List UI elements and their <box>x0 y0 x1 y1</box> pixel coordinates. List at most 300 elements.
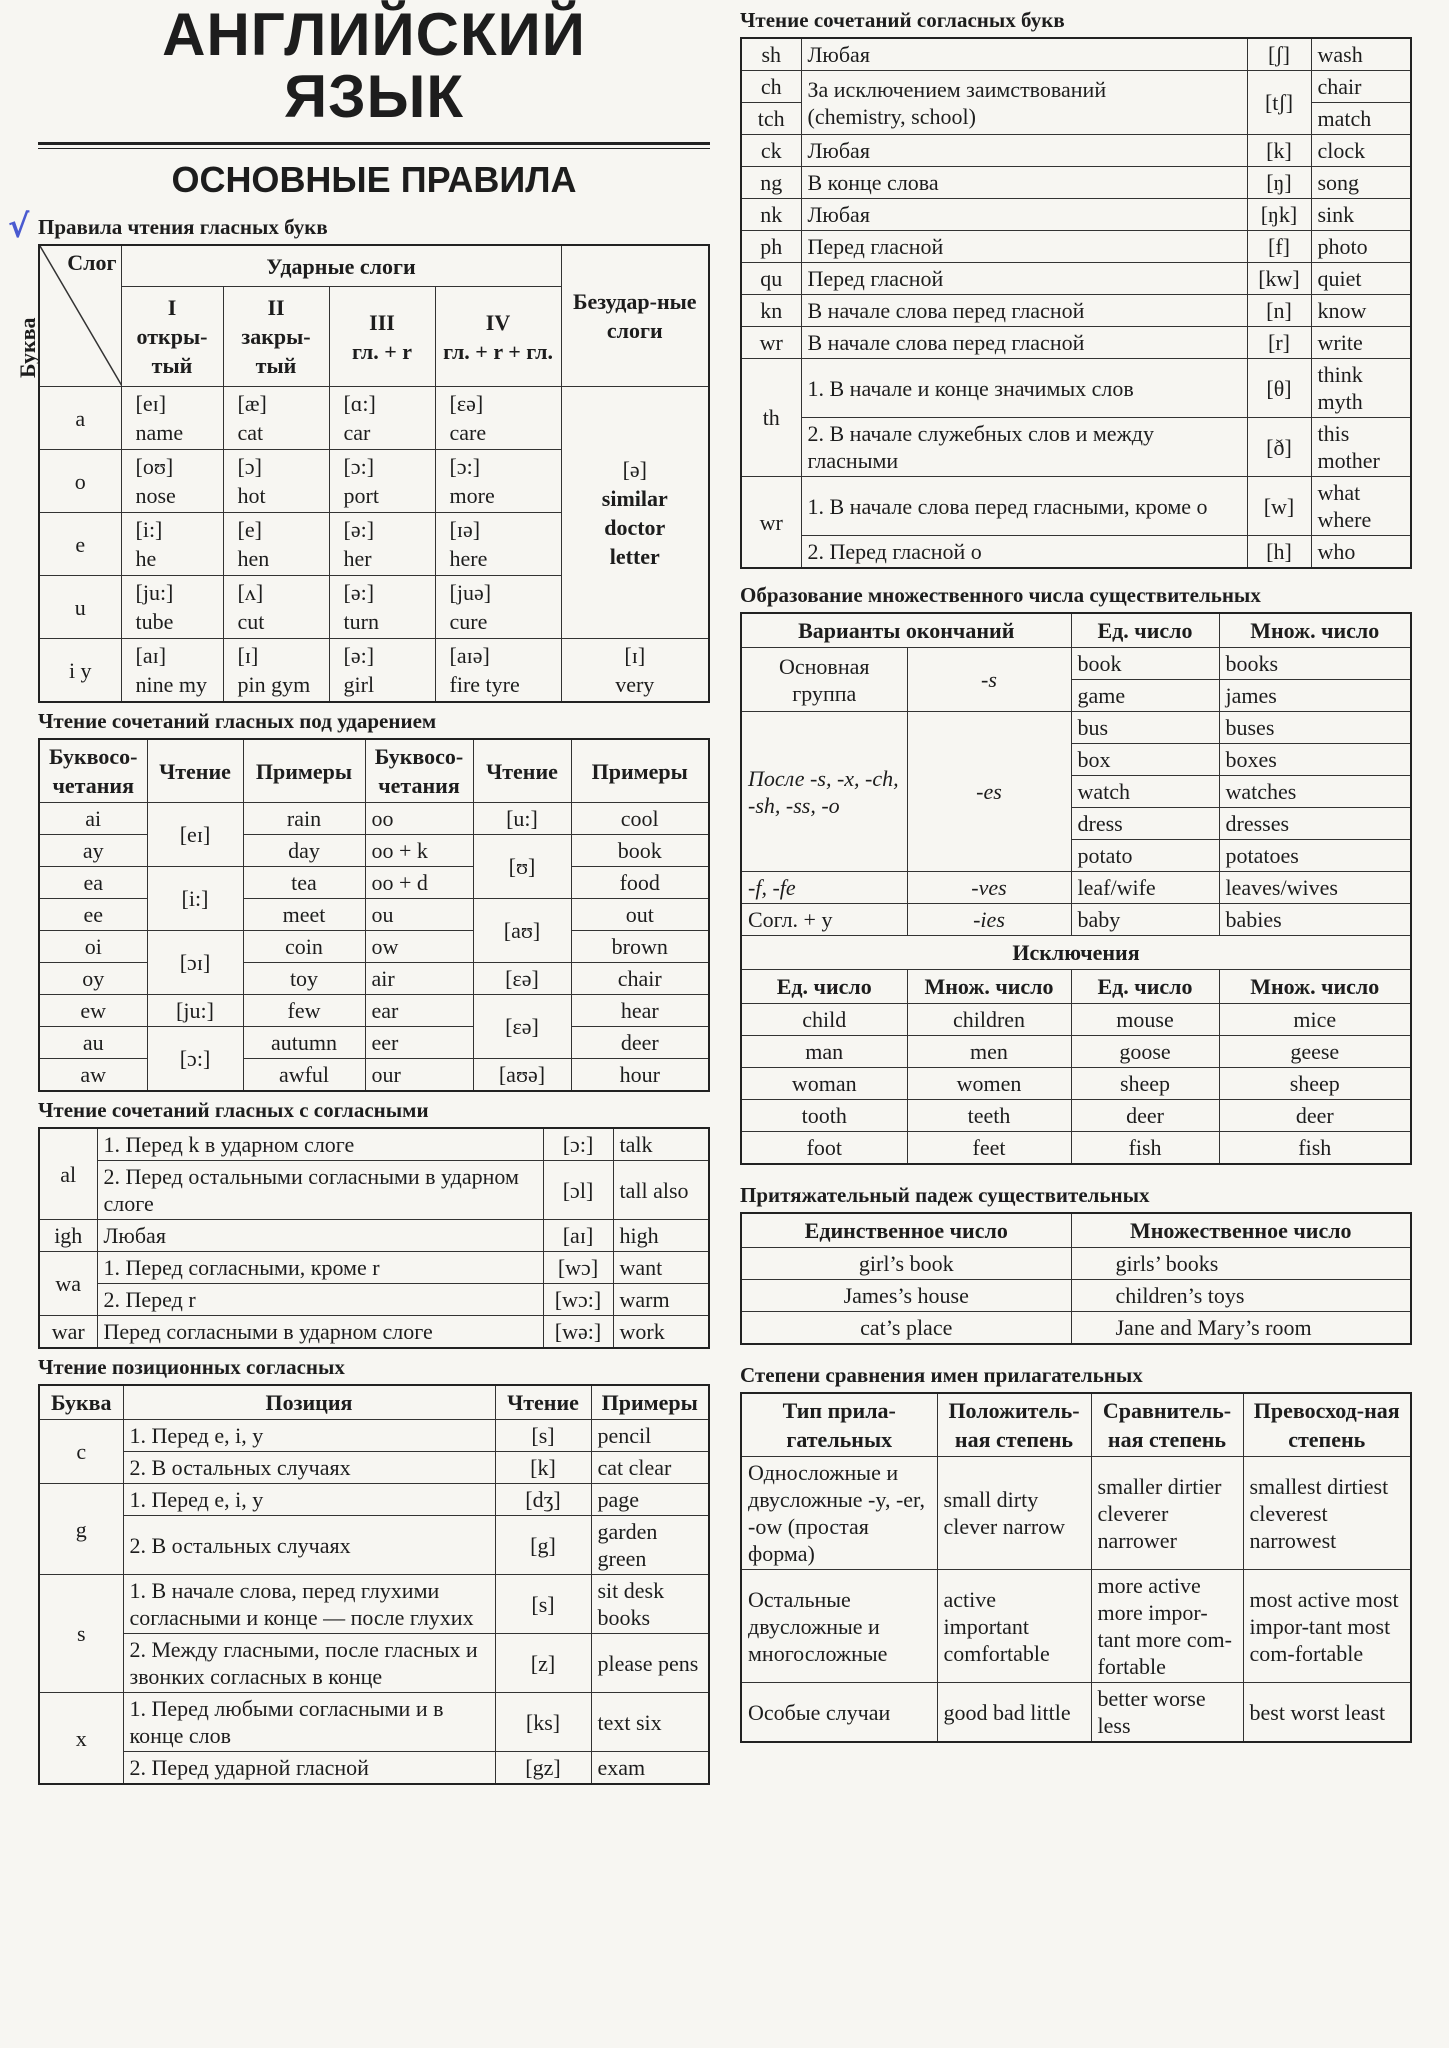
plural-cell: potatoes <box>1219 840 1411 872</box>
table-row <box>39 995 709 1027</box>
vowels-heading-text: Правила чтения гласных букв <box>38 215 328 239</box>
rule-cell: 2. Перед ударной гласной <box>123 1752 495 1785</box>
table-row <box>741 38 1411 71</box>
unstressed-cell: [ɪ] very <box>561 639 709 703</box>
possessive-table <box>740 1212 1412 1345</box>
table-row <box>39 1516 709 1575</box>
plural-cell: dresses <box>1219 808 1411 840</box>
reading-cell: [f] <box>1247 231 1311 263</box>
table-row <box>39 1220 709 1252</box>
rule-cell: Любая <box>801 199 1247 231</box>
col-header: Примеры <box>591 1385 709 1420</box>
sound-cell: [i:] he <box>121 513 223 576</box>
plural-table <box>740 612 1412 1165</box>
sound-cell: [oʊ] nose <box>121 450 223 513</box>
letter-cell: u <box>39 576 121 639</box>
col-header: Множ. число <box>1219 613 1411 648</box>
vowels-table <box>15 244 710 703</box>
rule-cell: 1. Перед k в ударном слоге <box>97 1128 543 1161</box>
example-cell: think myth <box>1311 359 1411 418</box>
type-cell: Остальные двусложные и многосложные <box>741 1570 937 1683</box>
possessive-heading: Притяжательный падеж существительных <box>740 1183 1150 1207</box>
table-row <box>39 867 709 899</box>
rule-cell: 2. Перед остальными согласными в ударном слоге <box>97 1161 543 1220</box>
letter-cell: ch <box>741 71 801 103</box>
rule-cell: В начале слова перед гласной <box>801 295 1247 327</box>
plural-cell: books <box>1219 648 1411 680</box>
table-row <box>741 418 1411 477</box>
sound-cell: [ə:] girl <box>329 639 435 703</box>
reading-cell: [ɔ:] <box>147 1027 243 1092</box>
consonants-table <box>740 37 1412 569</box>
table-row <box>741 1457 1411 1570</box>
letter-cell: o <box>39 450 121 513</box>
col-header: Тип прила-гательных <box>741 1393 937 1457</box>
letter-cell: ck <box>741 135 801 167</box>
combo-cell: ay <box>39 835 147 867</box>
rule-cell: Перед гласной <box>801 231 1247 263</box>
table-row <box>741 1036 1411 1068</box>
table-row <box>741 904 1411 936</box>
comparative-cell: smaller dirtier cleverer narrower <box>1091 1457 1243 1570</box>
singular-cell: box <box>1071 744 1219 776</box>
table-row <box>741 1004 1411 1036</box>
example-cell: text six <box>591 1693 709 1752</box>
plural-cell: leaves/wives <box>1219 872 1411 904</box>
table-row <box>39 1484 709 1516</box>
col-header: Ед. число <box>1071 613 1219 648</box>
reading-cell: [kw] <box>1247 263 1311 295</box>
rule-cell: 2. В остальных случаях <box>123 1516 495 1575</box>
combo-cell: ee <box>39 899 147 931</box>
example-cell: cool <box>571 803 709 835</box>
rule-cell: Любая <box>801 38 1247 71</box>
example-cell: tall also <box>613 1161 709 1220</box>
superlative-cell: most active most impor-tant most com-fortable <box>1243 1570 1411 1683</box>
reading-cell: [tʃ] <box>1247 71 1311 135</box>
letter-cell: ph <box>741 231 801 263</box>
letter-cell: a <box>39 387 121 450</box>
exception-cell: fish <box>1071 1132 1219 1165</box>
letter-cell: wr <box>741 477 801 569</box>
example-cell: who <box>1311 536 1411 569</box>
exception-cell: goose <box>1071 1036 1219 1068</box>
singular-cell: leaf/wife <box>1071 872 1219 904</box>
reading-cell: [θ] <box>1247 359 1311 418</box>
table-row <box>39 1128 709 1161</box>
plural-cell: children’s toys <box>1071 1280 1411 1312</box>
unstressed-header: Безудар-ные слоги <box>561 245 709 387</box>
example-cell: book <box>571 835 709 867</box>
table-row <box>741 231 1411 263</box>
corner-cell <box>15 245 121 387</box>
letter-cell: ng <box>741 167 801 199</box>
consonants-heading: Чтение сочетаний согласных букв <box>740 8 1065 32</box>
col-header: Множ. число <box>907 970 1071 1004</box>
comparison-heading: Степени сравнения имен прилагательных <box>740 1363 1143 1387</box>
rule-cell: 2. Между гласными, после гласных и звонких согласных в конце <box>123 1634 495 1693</box>
condition-cell: -f, -fe <box>741 872 907 904</box>
table-row <box>39 387 709 450</box>
table-row <box>39 1316 709 1349</box>
sound-cell: [ɪ] pin gym <box>223 639 329 703</box>
reading-cell: [ŋk] <box>1247 199 1311 231</box>
exception-cell: mice <box>1219 1004 1411 1036</box>
table-row <box>741 1683 1411 1743</box>
exception-cell: mouse <box>1071 1004 1219 1036</box>
example-cell: sink <box>1311 199 1411 231</box>
type-cell: Односложные и двусложные -y, -er, -ow (простая форма) <box>741 1457 937 1570</box>
table-row <box>741 536 1411 569</box>
combo-cell: air <box>365 963 473 995</box>
letter-cell: igh <box>39 1220 97 1252</box>
example-cell: day <box>243 835 365 867</box>
table-row <box>741 1248 1411 1280</box>
plural-cell: Jane and Mary’s room <box>1071 1312 1411 1345</box>
reading-cell: [h] <box>1247 536 1311 569</box>
positional-table <box>38 1384 710 1785</box>
example-cell: brown <box>571 931 709 963</box>
table-row <box>741 359 1411 418</box>
letter-cell: wr <box>741 327 801 359</box>
example-cell: write <box>1311 327 1411 359</box>
reading-cell: [ɔ:] <box>543 1128 613 1161</box>
col-header: Чтение <box>147 739 243 803</box>
reading-cell: [k] <box>495 1452 591 1484</box>
letter-cell: e <box>39 513 121 576</box>
reading-cell: [s] <box>495 1575 591 1634</box>
letter-cell: nk <box>741 199 801 231</box>
ending-cell: -ves <box>907 872 1071 904</box>
sound-cell: [ɔ:] more <box>435 450 561 513</box>
combo-cell: oo + d <box>365 867 473 899</box>
reading-cell: [ŋ] <box>1247 167 1311 199</box>
sound-cell: [ɔ] hot <box>223 450 329 513</box>
singular-cell: bus <box>1071 712 1219 744</box>
sound-cell: [ə:] her <box>329 513 435 576</box>
exception-cell: deer <box>1071 1100 1219 1132</box>
sound-cell: [aɪ] nine my <box>121 639 223 703</box>
right-column <box>740 0 1412 1743</box>
rule-cell: В начале слова перед гласной <box>801 327 1247 359</box>
col-header: Множ. число <box>1219 970 1411 1004</box>
table-row <box>741 1312 1411 1345</box>
sound-cell: [æ] cat <box>223 387 329 450</box>
table-row <box>39 1161 709 1220</box>
example-cell: rain <box>243 803 365 835</box>
rule-cell: 2. Перед гласной o <box>801 536 1247 569</box>
letter-cell: war <box>39 1316 97 1349</box>
reading-cell: [eɪ] <box>147 803 243 867</box>
col-header: Чтение <box>473 739 571 803</box>
table-row <box>741 1280 1411 1312</box>
combo-cell: aw <box>39 1059 147 1092</box>
table-row <box>741 71 1411 103</box>
table-row <box>39 931 709 963</box>
reading-cell: [wɔ:] <box>543 1284 613 1316</box>
table-row <box>741 167 1411 199</box>
sound-cell: [eɪ] name <box>121 387 223 450</box>
reading-cell: [wɔ] <box>543 1252 613 1284</box>
exception-cell: geese <box>1219 1036 1411 1068</box>
example-cell: tea <box>243 867 365 899</box>
example-cell: chair <box>1311 71 1411 103</box>
table-row <box>741 135 1411 167</box>
rule-cell: Перед согласными в ударном слоге <box>97 1316 543 1349</box>
table-row <box>741 327 1411 359</box>
singular-cell: cat’s place <box>741 1312 1071 1345</box>
combo-cell: au <box>39 1027 147 1059</box>
sound-cell: [aɪə] fire tyre <box>435 639 561 703</box>
reading-cell: [ʊ] <box>473 835 571 899</box>
sound-cell: [ʌ] cut <box>223 576 329 639</box>
exception-cell: tooth <box>741 1100 907 1132</box>
example-cell: autumn <box>243 1027 365 1059</box>
comparative-cell: more active more impor-tant more com-fortable <box>1091 1570 1243 1683</box>
letter-cell: sh <box>741 38 801 71</box>
plural-cell: watches <box>1219 776 1411 808</box>
col-header: Положитель-ная степень <box>937 1393 1091 1457</box>
reading-cell: [aɪ] <box>543 1220 613 1252</box>
reading-cell: [n] <box>1247 295 1311 327</box>
rule-cell: 2. В начале служебных слов и между гласными <box>801 418 1247 477</box>
table-row <box>39 1252 709 1284</box>
corner-top-label: Слог <box>67 250 117 275</box>
table-row <box>39 899 709 931</box>
example-cell: know <box>1311 295 1411 327</box>
corner-bottom-label: Буква <box>15 317 40 378</box>
superlative-cell: best worst least <box>1243 1683 1411 1743</box>
example-cell: want <box>613 1252 709 1284</box>
rule-cell: 1. В начале слова, перед глухими согласными и конце — после глухих <box>123 1575 495 1634</box>
reading-cell: [ks] <box>495 1693 591 1752</box>
example-cell: talk <box>613 1128 709 1161</box>
combo-cell: ai <box>39 803 147 835</box>
plural-cell: girls’ books <box>1071 1248 1411 1280</box>
example-cell: high <box>613 1220 709 1252</box>
plural-cell: babies <box>1219 904 1411 936</box>
table-row <box>39 1452 709 1484</box>
rule-cell: 2. Перед r <box>97 1284 543 1316</box>
reading-cell: [i:] <box>147 867 243 931</box>
unstressed-cell: [ə] similar doctor letter <box>561 387 709 639</box>
reading-cell: [ɛə] <box>473 995 571 1059</box>
comparative-cell: better worse less <box>1091 1683 1243 1743</box>
rule-cell: В конце слова <box>801 167 1247 199</box>
table-row <box>741 199 1411 231</box>
exception-cell: foot <box>741 1132 907 1165</box>
exception-cell: sheep <box>1219 1068 1411 1100</box>
example-cell: quiet <box>1311 263 1411 295</box>
check-mark-icon: √ <box>8 207 30 245</box>
rule-cell: 1. Перед любыми согласными и в конце слов <box>123 1693 495 1752</box>
example-cell: food <box>571 867 709 899</box>
singular-cell: book <box>1071 648 1219 680</box>
exception-cell: man <box>741 1036 907 1068</box>
plural-cell: boxes <box>1219 744 1411 776</box>
col-header: Буква <box>39 1385 123 1420</box>
condition-cell: Основная группа <box>741 648 907 712</box>
letter-cell: tch <box>741 103 801 135</box>
combo-cell: ow <box>365 931 473 963</box>
table-row <box>39 803 709 835</box>
singular-cell: watch <box>1071 776 1219 808</box>
page-subtitle: ОСНОВНЫЕ ПРАВИЛА <box>171 159 577 200</box>
reading-cell: [g] <box>495 1516 591 1575</box>
col-header: Множественное число <box>1071 1213 1411 1248</box>
table-row <box>741 263 1411 295</box>
reading-cell: [z] <box>495 1634 591 1693</box>
example-cell: hour <box>571 1059 709 1092</box>
letter-cell: c <box>39 1420 123 1484</box>
example-cell: awful <box>243 1059 365 1092</box>
singular-cell: girl’s book <box>741 1248 1071 1280</box>
col-header: Позиция <box>123 1385 495 1420</box>
positive-cell: active important comfortable <box>937 1570 1091 1683</box>
condition-cell: После -s, -x, -ch, -sh, -ss, -o <box>741 712 907 872</box>
reading-cell: [aʊ] <box>473 899 571 963</box>
exception-cell: men <box>907 1036 1071 1068</box>
type-header: II закры-тый <box>223 287 329 387</box>
exception-cell: woman <box>741 1068 907 1100</box>
example-cell: sit desk books <box>591 1575 709 1634</box>
col-header: Примеры <box>243 739 365 803</box>
table-row <box>741 1132 1411 1165</box>
table-row <box>741 477 1411 536</box>
table-row <box>741 295 1411 327</box>
letter-cell: i y <box>39 639 121 703</box>
table-row <box>39 1634 709 1693</box>
table-row <box>39 963 709 995</box>
example-cell: out <box>571 899 709 931</box>
combo-cell: ou <box>365 899 473 931</box>
table-row <box>39 835 709 867</box>
col-header: Единственное число <box>741 1213 1071 1248</box>
ending-cell: -ies <box>907 904 1071 936</box>
exception-cell: fish <box>1219 1132 1411 1165</box>
exception-cell: child <box>741 1004 907 1036</box>
sound-cell: [ə:] turn <box>329 576 435 639</box>
title-divider <box>38 142 710 149</box>
table-row <box>39 639 709 703</box>
combo-cell: ea <box>39 867 147 899</box>
exception-cell: deer <box>1219 1100 1411 1132</box>
table-row <box>741 1068 1411 1100</box>
example-cell: few <box>243 995 365 1027</box>
rule-cell: За исключением заимствований (chemistry, school) <box>801 71 1247 135</box>
rule-cell: 1. Перед согласными, кроме r <box>97 1252 543 1284</box>
reading-cell: [ɔl] <box>543 1161 613 1220</box>
singular-cell: James’s house <box>741 1280 1071 1312</box>
example-cell: coin <box>243 931 365 963</box>
plural-cell: james <box>1219 680 1411 712</box>
col-header: Примеры <box>571 739 709 803</box>
sound-cell: [juə] cure <box>435 576 561 639</box>
example-cell: page <box>591 1484 709 1516</box>
example-cell: work <box>613 1316 709 1349</box>
combo-cell: eer <box>365 1027 473 1059</box>
table-row <box>39 1059 709 1092</box>
letter-cell: kn <box>741 295 801 327</box>
exception-cell: feet <box>907 1132 1071 1165</box>
reading-cell: [w] <box>1247 477 1311 536</box>
combo-cell: oy <box>39 963 147 995</box>
singular-cell: baby <box>1071 904 1219 936</box>
example-cell: photo <box>1311 231 1411 263</box>
exception-cell: women <box>907 1068 1071 1100</box>
col-header: Чтение <box>495 1385 591 1420</box>
reading-cell: [ɛə] <box>473 963 571 995</box>
exception-cell: children <box>907 1004 1071 1036</box>
comparison-table <box>740 1392 1412 1743</box>
reading-cell: [ʃ] <box>1247 38 1311 71</box>
example-cell: please pens <box>591 1634 709 1693</box>
type-header: I откры-тый <box>121 287 223 387</box>
rule-cell: 1. В начале слова перед гласными, кроме o <box>801 477 1247 536</box>
table-row <box>741 1570 1411 1683</box>
table-row <box>39 1420 709 1452</box>
superlative-cell: smallest dirtiest cleverest narrowest <box>1243 1457 1411 1570</box>
positive-cell: small dirty clever narrow <box>937 1457 1091 1570</box>
example-cell: deer <box>571 1027 709 1059</box>
combo-cell: oo <box>365 803 473 835</box>
combo-cell: oi <box>39 931 147 963</box>
table-row <box>39 1027 709 1059</box>
table-row <box>741 712 1411 744</box>
col-header: Буквосо-четания <box>365 739 473 803</box>
sound-cell: [ɛə] care <box>435 387 561 450</box>
exception-cell: sheep <box>1071 1068 1219 1100</box>
table-row <box>39 1693 709 1752</box>
rule-cell: 1. В начале и конце значимых слов <box>801 359 1247 418</box>
example-cell: pencil <box>591 1420 709 1452</box>
reading-cell: [k] <box>1247 135 1311 167</box>
vowel-combos-table <box>38 738 710 1092</box>
type-header: III гл. + r <box>329 287 435 387</box>
reading-cell: [ɔɪ] <box>147 931 243 995</box>
letter-cell: g <box>39 1484 123 1575</box>
example-cell: clock <box>1311 135 1411 167</box>
exception-cell: teeth <box>907 1100 1071 1132</box>
reading-cell: [ð] <box>1247 418 1311 477</box>
example-cell: what where <box>1311 477 1411 536</box>
combo-cell: oo + k <box>365 835 473 867</box>
example-cell: exam <box>591 1752 709 1785</box>
table-row <box>39 1575 709 1634</box>
plural-heading: Образование множественного числа существительных <box>740 583 1261 607</box>
sound-cell: [ɔ:] port <box>329 450 435 513</box>
example-cell: song <box>1311 167 1411 199</box>
col-header: Ед. число <box>1071 970 1219 1004</box>
sound-cell: [ɪə] here <box>435 513 561 576</box>
reading-cell: [dʒ] <box>495 1484 591 1516</box>
vowels-heading <box>8 207 710 245</box>
vowel-consonant-table <box>38 1127 710 1349</box>
letter-cell: qu <box>741 263 801 295</box>
example-cell: match <box>1311 103 1411 135</box>
letter-cell: x <box>39 1693 123 1785</box>
combo-cell: ew <box>39 995 147 1027</box>
type-cell: Особые случаи <box>741 1683 937 1743</box>
reading-cell: [gz] <box>495 1752 591 1785</box>
rule-cell: 1. Перед e, i, y <box>123 1420 495 1452</box>
table-row <box>741 872 1411 904</box>
example-cell: meet <box>243 899 365 931</box>
letter-cell: al <box>39 1128 97 1220</box>
combo-cell: our <box>365 1059 473 1092</box>
example-cell: wash <box>1311 38 1411 71</box>
reading-cell: [s] <box>495 1420 591 1452</box>
